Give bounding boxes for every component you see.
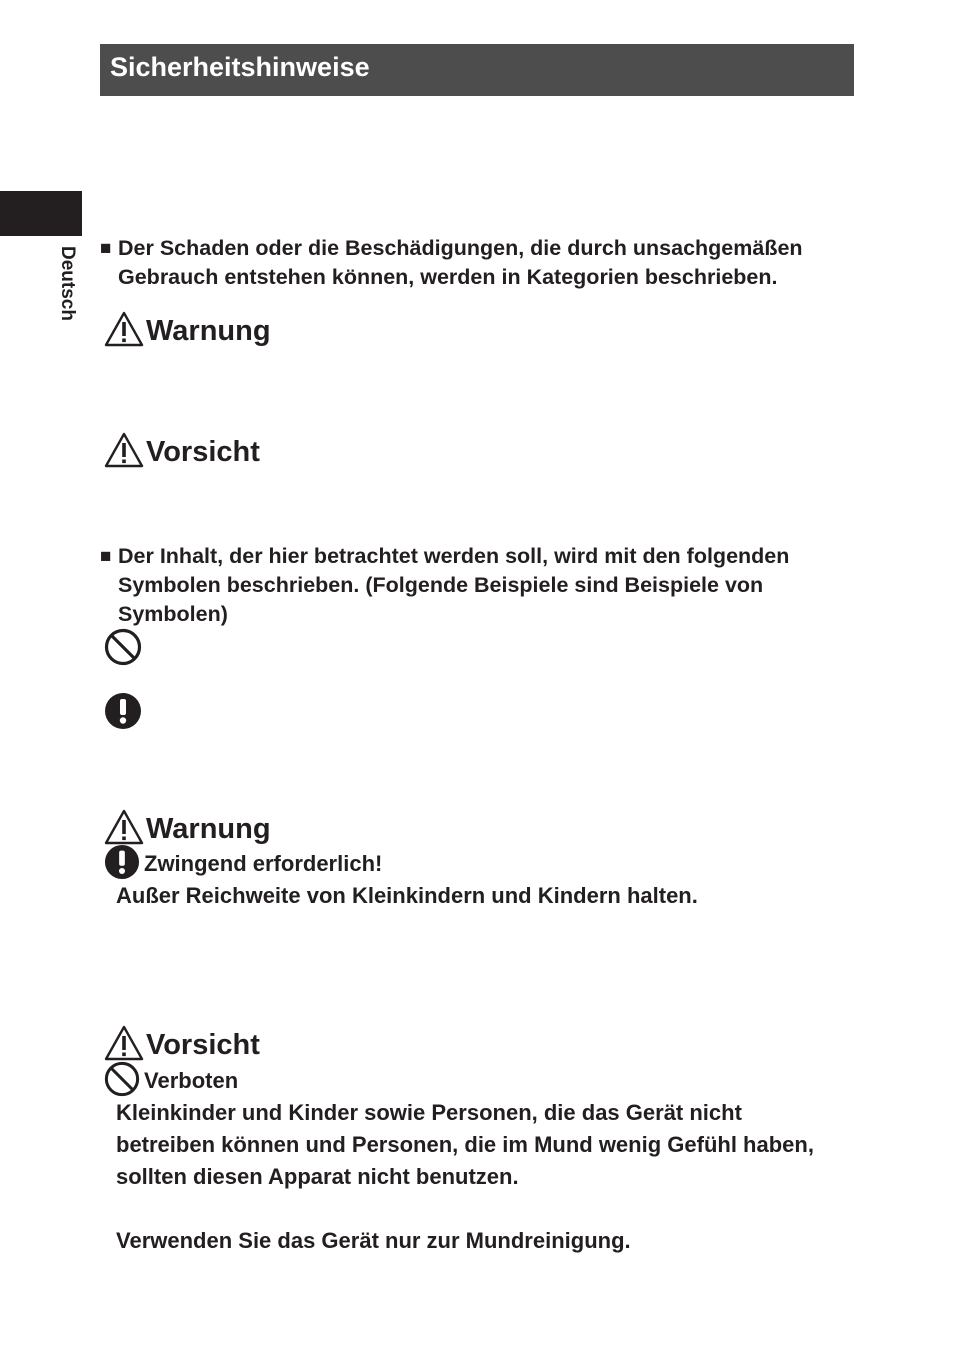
category-title: Warnung: [146, 314, 271, 347]
warning-section-heading: [104, 811, 271, 847]
caution-body-line: sollten diesen Apparat nicht benutzen.: [116, 1164, 519, 1189]
intro-paragraph: [100, 234, 860, 292]
language-tab-marker: [0, 191, 82, 236]
warning-sub-label: Zwingend erforderlich!: [144, 851, 383, 876]
intro-line: Gebrauch entstehen können, werden in Kategorien beschrieben.: [118, 265, 778, 289]
caution-extra-line: Verwenden Sie das Gerät nur zur Mundreinigung.: [116, 1228, 631, 1253]
caution-body-line: betreiben können und Personen, die im Mund wenig Gefühl haben,: [116, 1132, 814, 1157]
mandatory-exclamation-icon: [104, 692, 142, 735]
symbols-intro-line: Symbolen): [118, 602, 228, 626]
bullet-square: ■: [100, 238, 112, 259]
category-vorsicht: [104, 434, 260, 470]
section-header-bar: [100, 44, 854, 96]
prohibited-icon: [104, 628, 142, 671]
prohibited-icon: [104, 1061, 140, 1102]
caution-body: [116, 1097, 866, 1193]
category-title: Vorsicht: [146, 435, 260, 468]
warning-sub-heading: [104, 845, 382, 883]
warning-body-line: Außer Reichweite von Kleinkindern und Kindern halten.: [116, 883, 698, 908]
category-warnung: [104, 313, 271, 349]
caution-section-title: Vorsicht: [146, 1028, 260, 1061]
language-side-label: [50, 246, 80, 346]
page-title: Sicherheitshinweise: [110, 52, 370, 82]
language-label: Deutsch: [57, 246, 78, 321]
mandatory-exclamation-icon: [104, 844, 140, 885]
caution-body-line: Kleinkinder und Kinder sowie Personen, die das Gerät nicht: [116, 1100, 742, 1125]
caution-extra: [116, 1225, 866, 1257]
warning-triangle-icon: [104, 432, 144, 473]
warning-triangle-icon: [104, 311, 144, 352]
warning-triangle-icon: [104, 1025, 144, 1066]
warning-section-title: Warnung: [146, 812, 271, 845]
caution-sub-label: Verboten: [144, 1068, 239, 1093]
warning-body: [116, 880, 866, 912]
bullet-square: ■: [100, 546, 112, 567]
symbols-intro-line: Symbolen beschrieben. (Folgende Beispiele sind Beispiele von: [118, 573, 764, 597]
symbols-intro-line: Der Inhalt, der hier betrachtet werden soll, wird mit den folgenden: [118, 544, 790, 568]
symbols-intro-paragraph: [100, 542, 860, 629]
intro-line: Der Schaden oder die Beschädigungen, die durch unsachgemäßen: [118, 236, 803, 260]
caution-sub-heading: [104, 1062, 238, 1100]
caution-section-heading: [104, 1027, 260, 1063]
